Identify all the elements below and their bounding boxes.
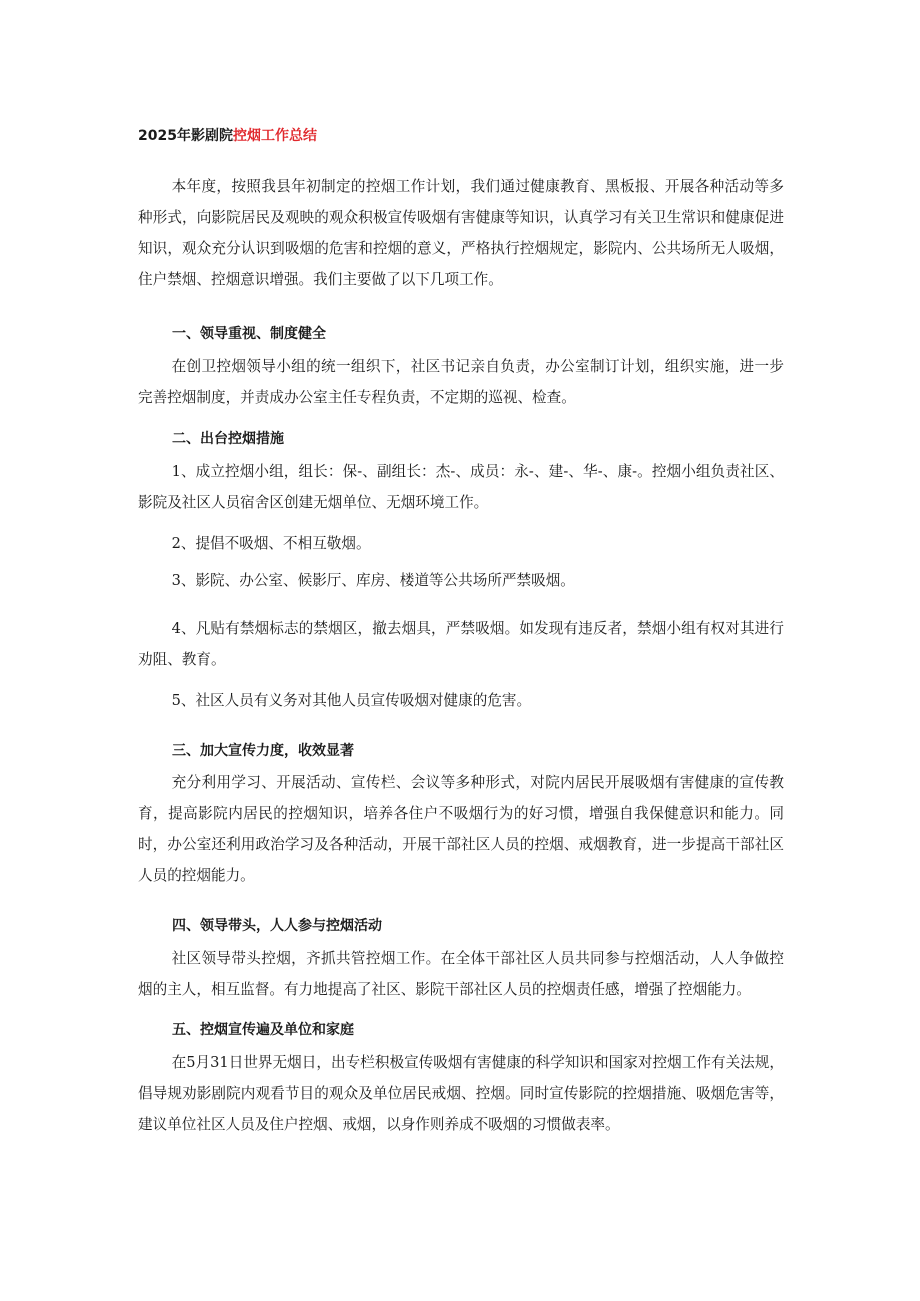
section-1-heading: 一、领导重视、制度健全 xyxy=(172,326,326,342)
section-3-body: 充分利用学习、开展活动、宣传栏、会议等多种形式，对院内居民开展吸烟有害健康的宣传教育，提高影院内居民的控烟知识，培养各住户不吸烟行为的好习惯，增强自我保健意识和能力。同时，办公室还利用政治学习及各种活动，开展干部社区人员的控烟、戒烟教育，进一步提高干部社区人员的控烟能力。 xyxy=(138,774,784,884)
section-2-item-3: 3、影院、办公室、候影厅、库房、楼道等公共场所严禁吸烟。 xyxy=(171,572,575,589)
section-1-body: 在创卫控烟领导小组的统一组织下，社区书记亲自负责，办公室制订计划，组织实施，进一步完善控烟制度，并责成办公室主任专程负责，不定期的巡视、检查。 xyxy=(138,358,784,406)
section-5-heading: 五、控烟宣传遍及单位和家庭 xyxy=(172,1022,354,1038)
section-4-heading: 四、领导带头，人人参与控烟活动 xyxy=(172,918,382,934)
section-2-item-5: 5、社区人员有义务对其他人员宣传吸烟对健康的危害。 xyxy=(171,692,532,709)
section-2-item-4: 4、凡贴有禁烟标志的禁烟区，撤去烟具，严禁吸烟。如发现有违反者，禁烟小组有权对其进行劝阻、教育。 xyxy=(138,620,784,668)
section-3-heading: 三、加大宣传力度，收效显著 xyxy=(172,743,354,759)
title-highlight: 控烟工作总结 xyxy=(232,128,317,144)
document-title xyxy=(138,126,317,146)
title-main: 2025年影剧院 xyxy=(138,128,233,144)
section-2-item-2: 2、提倡不吸烟、不相互敬烟。 xyxy=(171,535,371,552)
section-5-body: 在5月31日世界无烟日，出专栏积极宣传吸烟有害健康的科学知识和国家对控烟工作有关法规，倡导规劝影剧院内观看节目的观众及单位居民戒烟、控烟。同时宣传影院的控烟措施、吸烟危害等，建议单位社区人员及住户控烟、戒烟，以身作则养成不吸烟的习惯做表率。 xyxy=(138,1054,784,1133)
section-2-item-1: 1、成立控烟小组，组长：保-、副组长：杰-、成员：永-、建-、华-、康-。控烟小组负责社区、影院及社区人员宿舍区创建无烟单位、无烟环境工作。 xyxy=(138,463,784,511)
intro-paragraph: 本年度，按照我县年初制定的控烟工作计划，我们通过健康教育、黑板报、开展各种活动等多种形式，向影院居民及观映的观众积极宣传吸烟有害健康等知识，认真学习有关卫生常识和健康促进知识，观众充分认识到吸烟的危害和控烟的意义，严格执行控烟规定，影院内、公共场所无人吸烟，住户禁烟、控烟意识增强。我们主要做了以下几项工作。 xyxy=(138,178,784,288)
section-4-body: 社区领导带头控烟，齐抓共管控烟工作。在全体干部社区人员共同参与控烟活动，人人争做控烟的主人，相互监督。有力地提高了社区、影院干部社区人员的控烟责任感，增强了控烟能力。 xyxy=(138,950,784,998)
section-2-heading: 二、出台控烟措施 xyxy=(172,431,284,447)
